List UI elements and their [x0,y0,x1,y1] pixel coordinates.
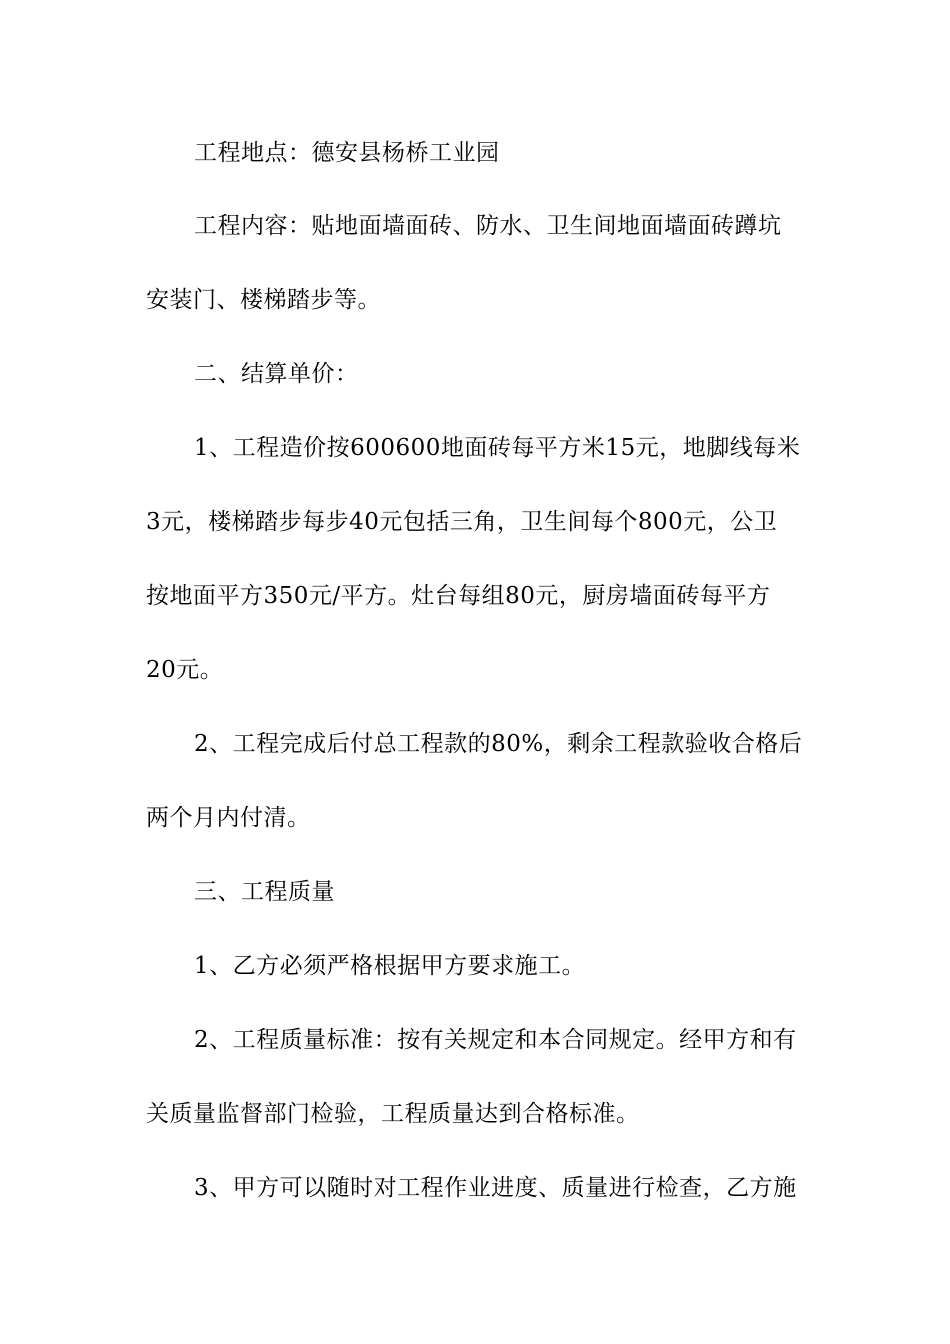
text-line-project-content-cont: 安装门、楼梯踏步等。 [146,287,381,313]
text-line-project-location: 工程地点：德安县杨桥工业园 [194,140,500,166]
text-line-quality-item-2-cont: 关质量监督部门检验，工程质量达到合格标准。 [146,1101,640,1127]
text-line-price-item-1: 1、工程造价按600600地面砖每平方米15元，地脚线每米 [194,435,801,461]
section-heading-project-quality: 三、工程质量 [194,879,335,905]
text-line-price-item-1-cont-3: 20元。 [146,657,224,683]
text-line-quality-item-2: 2、工程质量标准：按有关规定和本合同规定。经甲方和有 [194,1027,797,1053]
text-line-price-item-1-cont-1: 3元，楼梯踏步每步40元包括三角，卫生间每个800元，公卫 [146,509,778,535]
text-line-price-item-1-cont-2: 按地面平方350元/平方。灶台每组80元，厨房墙面砖每平方 [146,583,771,609]
text-line-quality-item-1: 1、乙方必须严格根据甲方要求施工。 [194,953,586,979]
text-line-payment-item-2-cont: 两个月内付清。 [146,805,311,831]
text-line-quality-item-3: 3、甲方可以随时对工程作业进度、质量进行检查，乙方施 [194,1175,797,1201]
text-line-payment-item-2: 2、工程完成后付总工程款的80%，剩余工程款验收合格后 [194,731,803,757]
text-line-project-content: 工程内容：贴地面墙面砖、防水、卫生间地面墙面砖蹲坑 [194,213,782,239]
section-heading-settlement-price: 二、结算单价： [194,361,359,387]
